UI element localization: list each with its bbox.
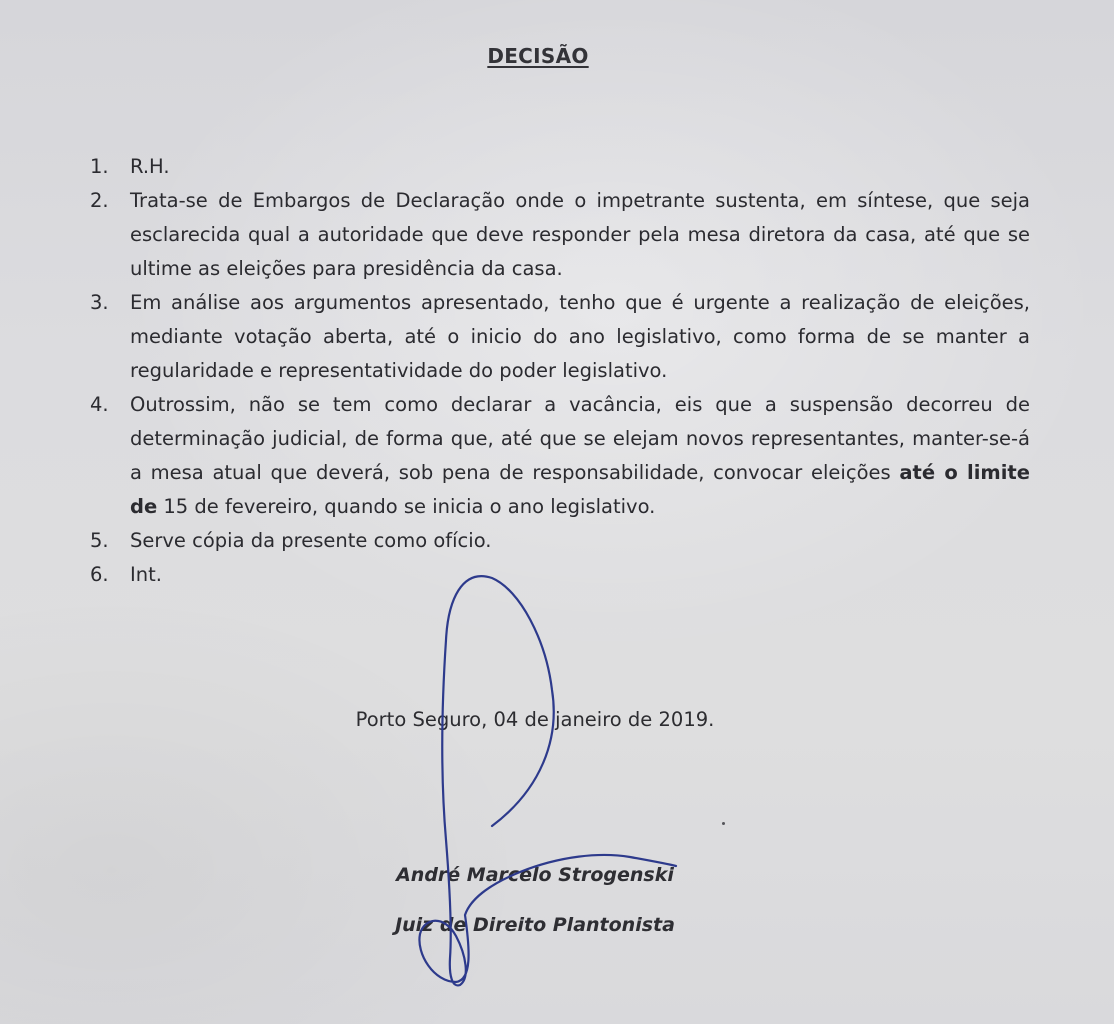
item-text: Int. bbox=[130, 563, 162, 586]
item-text: Serve cópia da presente como ofício. bbox=[130, 529, 492, 552]
item-text-bold: até o limite de bbox=[130, 461, 1030, 518]
signer-name: André Marcelo Strogenski bbox=[396, 864, 674, 886]
document-title: DECISÃO bbox=[487, 44, 589, 68]
decision-item-1 bbox=[90, 150, 1030, 184]
decision-item-3 bbox=[90, 286, 1030, 388]
item-text-start: Outrossim, não se tem como declarar a vacância, eis que a suspensão decorreu de determinação judicial, de forma que, até que se elejam novos representantes, manter-se-á a mesa atual que deverá, sob pena de responsabilidade, convocar eleições bbox=[130, 393, 1030, 484]
item-number: 5. bbox=[90, 529, 109, 552]
item-number: 6. bbox=[90, 563, 109, 586]
item-number: 1. bbox=[90, 155, 109, 178]
item-text: R.H. bbox=[130, 155, 170, 178]
paper-speck bbox=[722, 822, 725, 825]
item-text: Em análise aos argumentos apresentado, tenho que é urgente a realização de eleições, mediante votação aberta, até o inicio do ano legislativo, como forma de se manter a regularidade e representatividade do poder legislativo. bbox=[130, 291, 1030, 382]
item-number: 4. bbox=[90, 393, 109, 416]
decision-item-5 bbox=[90, 524, 1030, 558]
decision-item-4 bbox=[90, 388, 1030, 524]
signer-role: Juiz de Direito Plantonista bbox=[395, 914, 675, 936]
decision-item-2 bbox=[90, 184, 1030, 286]
item-number: 3. bbox=[90, 291, 109, 314]
item-number: 2. bbox=[90, 189, 109, 212]
place-and-date: Porto Seguro, 04 de janeiro de 2019. bbox=[355, 708, 715, 731]
decision-item-6 bbox=[90, 558, 1030, 592]
decision-items-list bbox=[90, 150, 1030, 592]
item-text-end: 15 de fevereiro, quando se inicia o ano legislativo. bbox=[157, 495, 656, 518]
item-text: Trata-se de Embargos de Declaração onde o impetrante sustenta, em síntese, que seja esclarecida qual a autoridade que deve responder pela mesa diretora da casa, até que se ultime as eleições para presidência da casa. bbox=[130, 189, 1030, 280]
